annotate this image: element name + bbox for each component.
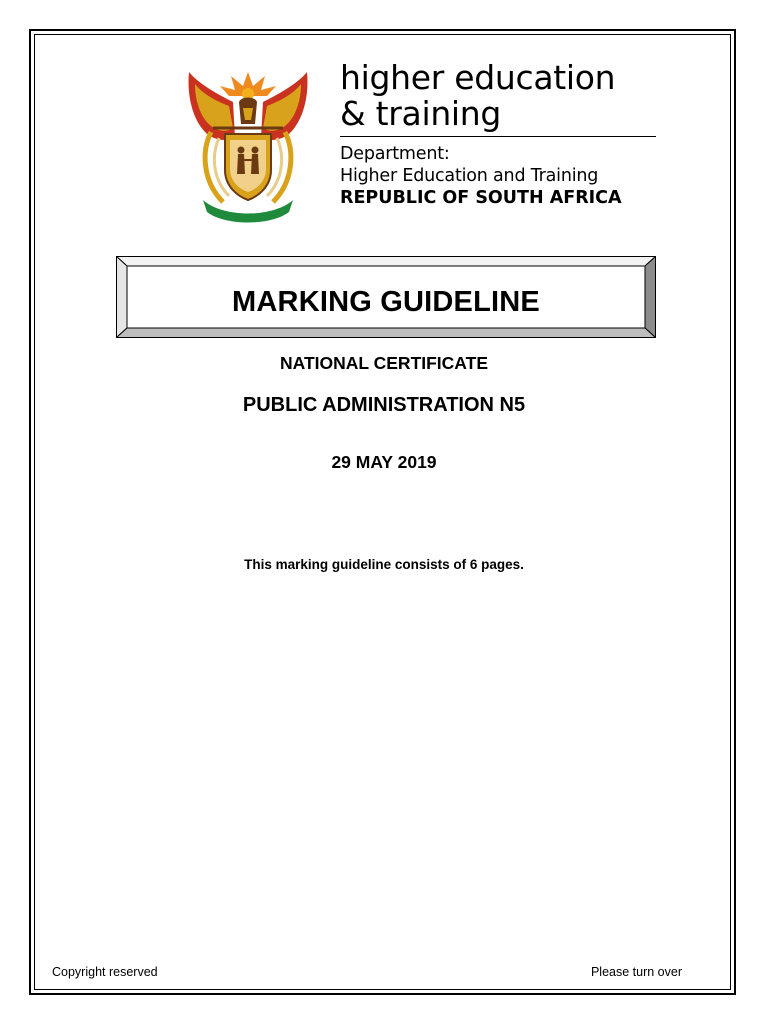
shield-icon: [225, 134, 271, 200]
exam-date: 29 MAY 2019: [331, 452, 437, 472]
header-divider: [340, 136, 656, 137]
title-frame: [116, 256, 656, 338]
footer-copyright: Copyright reserved: [52, 965, 158, 979]
sun-icon: [220, 72, 276, 100]
department-label: Department:: [340, 144, 450, 164]
department-header: [340, 60, 660, 209]
subject-title: PUBLIC ADMINISTRATION N5: [242, 394, 526, 416]
footer-turn-over: Please turn over: [590, 965, 682, 979]
motto-ribbon-icon: [203, 200, 293, 223]
coat-of-arms-icon: [183, 62, 313, 224]
department-name: Higher Education and Training: [340, 166, 599, 186]
country-name: REPUBLIC OF SOUTH AFRICA: [340, 188, 622, 208]
document-title: MARKING GUIDELINE: [232, 286, 540, 318]
header-line-1: higher education: [340, 58, 616, 97]
certificate-label: NATIONAL CERTIFICATE: [279, 353, 489, 373]
page-count-note: This marking guideline consists of 6 pages.: [244, 557, 524, 572]
header-line-2: & training: [340, 94, 502, 133]
